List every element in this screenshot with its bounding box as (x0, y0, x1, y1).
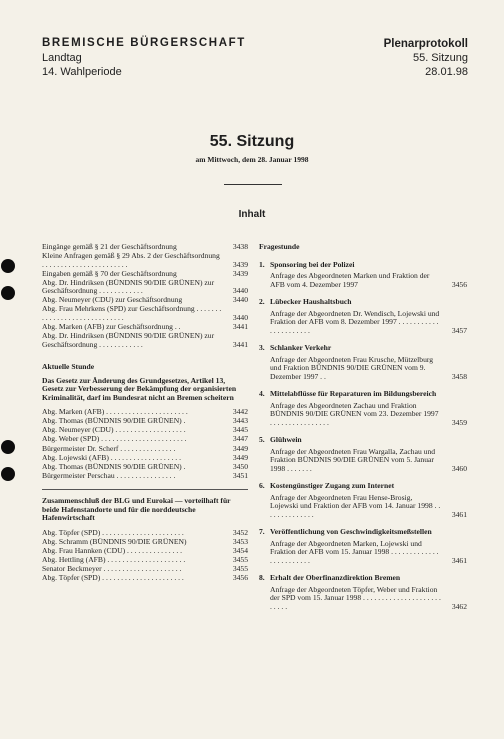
toc-entry-text: Abg. Frau Mehrkens (SPD) zur Geschäftsordnung . . . . . . . . . . . . . . . . . . . . . . . . . . . . . (42, 304, 222, 322)
fragestunde-heading: Fragestunde (259, 242, 300, 251)
org-name: BREMISCHE BÜRGERSCHAFT (42, 37, 246, 49)
toc-entry-text: Abg. Schramm (BÜNDNIS 90/DIE GRÜNEN) (42, 536, 187, 546)
landtag-label: Landtag (42, 52, 82, 64)
question-body (270, 310, 467, 336)
speaker-list (42, 529, 248, 583)
toc-entry-text: Kleine Anfragen gemäß § 29 Abs. 2 der Geschäftsordnung . . . . . . . . . . . . . . . . . . . . . . . (42, 251, 220, 269)
toc-entry-text: Abg. Dr. Hindriksen (BÜNDNIS 90/DIE GRÜNEN) zur Geschäftsordnung . . . . . . . . . . . . (42, 331, 215, 349)
page-subtitle: am Mittwoch, dem 28. Januar 1998 (195, 155, 309, 164)
question-number: 8. (259, 573, 265, 582)
punch-hole (1, 286, 15, 300)
left-column (42, 243, 248, 583)
question-text: Anfrage der Abgeordneten Frau Wargalla, Zachau und Fraktion BÜNDNIS 90/DIE GRÜNEN vom 5. Januar 1998 . . . . . . . (270, 446, 436, 473)
question-text: Anfrage der Abgeordneten Töpfer, Weber und Fraktion der SPD vom 15. Januar 1998 . . . . . . . . . . . . . . . . . . . . . . . . . . (270, 584, 441, 611)
question-text: Anfrage der Abgeordneten Dr. Wendisch, Lojewski und Fraktion der AFB vom 8. Dezember 1997 . . . . . . . . . . . . . . . . . . . . . . (270, 308, 440, 335)
question-title: Veröffentlichung von Geschwindigkeitsmeßstellen (270, 527, 432, 536)
question-number: 4. (259, 389, 265, 398)
aktuelle-stunde-heading: Aktuelle Stunde (42, 362, 95, 372)
toc-entry-text: Senator Beckmeyer . . . . . . . . . . . . . . . . . . . . . (42, 564, 182, 574)
question-title: Mittelabflüsse für Reparaturen im Bildungsbereich (270, 389, 437, 398)
toc-entry-text: Eingänge gemäß § 21 der Geschäftsordnung (42, 242, 177, 251)
question-title: Glühwein (270, 435, 302, 444)
question-item (259, 344, 467, 381)
question-body (270, 402, 467, 428)
page-number: 3443 (232, 416, 248, 426)
toc-entry (42, 305, 248, 322)
toc-entry-text: Eingaben gemäß § 70 der Geschäftsordnung (42, 268, 177, 278)
question-title: Sponsoring bei der Polizei (270, 259, 355, 269)
question-item (259, 436, 467, 473)
question-title: Schlanker Verkehr (270, 343, 332, 352)
question-text: Anfrage der Abgeordneten Frau Hense-Brosig, Lojewski und Fraktion der AFB vom 14. Januar 1998 . . . . . . . . . . . . . . (270, 492, 441, 519)
page-number: 3440 (232, 312, 248, 322)
question-body (270, 586, 467, 612)
question-body (270, 356, 467, 382)
page-number: 3458 (451, 371, 467, 381)
page-number: 3455 (232, 555, 248, 565)
page-number: 3440 (232, 286, 248, 296)
question-number: 3. (259, 343, 265, 352)
punch-hole (1, 259, 15, 273)
page-number: 3461 (451, 555, 467, 565)
page-number: 3445 (232, 425, 248, 435)
page-number: 3440 (232, 295, 248, 305)
page-number: 3441 (232, 322, 248, 332)
question-item (259, 298, 467, 335)
page-number: 3438 (232, 242, 248, 251)
question-number: 7. (259, 527, 265, 536)
question-number: 2. (259, 297, 265, 306)
question-number: 5. (259, 435, 265, 444)
punch-hole (1, 440, 15, 454)
question-text: Anfrage des Abgeordneten Zachau und Fraktion BÜNDNIS 90/DIE GRÜNEN vom 23. Dezember 1997 . . . . . . . . . . . . . . . . (270, 400, 439, 427)
page-number: 3456 (451, 279, 467, 289)
page-number: 3461 (451, 509, 467, 519)
question-title: Kostengünstiger Zugang zum Internet (270, 481, 395, 490)
page-number: 3460 (451, 463, 467, 473)
toc-entry (42, 574, 248, 583)
punch-hole (1, 467, 15, 481)
toc-list (42, 243, 248, 349)
session-date: 28.01.98 (425, 66, 468, 78)
speaker-list (42, 408, 248, 480)
doc-type: Plenarprotokoll (383, 38, 468, 50)
section-divider (42, 489, 248, 490)
toc-entry (42, 463, 248, 472)
page-number: 3442 (232, 407, 248, 417)
toc-entry (42, 454, 248, 463)
toc-entry (42, 445, 248, 454)
question-text: Anfrage der Abgeordneten Marken, Lojewski und Fraktion der AFB vom 15. Januar 1998 . . . . . . . . . . . . . . . . . . . . . . . . (270, 538, 439, 565)
toc-entry (42, 435, 248, 444)
page-number: 3439 (232, 259, 248, 269)
session-label: 55. Sitzung (412, 52, 468, 64)
aktuelle-stunde-topic: Das Gesetz zur Änderung des Grundgesetzes, Artikel 13, Gesetz zur Verbesserung der Bekämpfung der organisierten Kriminalität, darf im Bundesrat nicht an Bremen scheitern (42, 375, 237, 402)
page-number: 3453 (232, 536, 248, 546)
toc-entry-text: Bürgermeister Perschau . . . . . . . . . . . . . . . . (42, 470, 176, 480)
page-number: 3450 (232, 461, 248, 471)
question-item (259, 261, 467, 290)
toc-entry (42, 332, 248, 349)
toc-entry-text: Abg. Töpfer (SPD) . . . . . . . . . . . . . . . . . . . . . . (42, 573, 184, 583)
toc-entry-text: Abg. Hettling (AFB) . . . . . . . . . . . . . . . . . . . . . (42, 555, 186, 565)
right-column (259, 243, 467, 611)
toc-entry-text: Abg. Töpfer (SPD) . . . . . . . . . . . . . . . . . . . . . . (42, 527, 184, 537)
question-body (270, 272, 467, 289)
question-number: 6. (259, 481, 265, 490)
question-text: Anfrage der Abgeordneten Frau Krusche, Mützelburg und Fraktion BÜNDNIS 90/DIE GRÜNEN vom 9. Dezember 1997 . . (270, 354, 434, 381)
zusammenschluss-topic: Zusammenschluß der BLG und Eurokai — vorteilhaft für beide Hafenstandorte und für die norddeutsche Hafenwirtschaft (42, 496, 231, 523)
toc-entry-text: Bürgermeister Dr. Scherf . . . . . . . . . . . . . . . (42, 443, 176, 453)
page-number: 3451 (232, 470, 248, 480)
page-number: 3447 (232, 434, 248, 444)
page-title: 55. Sitzung (209, 133, 295, 150)
toc-entry-text: Abg. Thomas (BÜNDNIS 90/DIE GRÜNEN) . (42, 461, 186, 471)
page-number: 3456 (232, 573, 248, 583)
divider (224, 184, 282, 185)
toc-entry-text: Abg. Dr. Hindriksen (BÜNDNIS 90/DIE GRÜNEN) zur Geschäftsordnung . . . . . . . . . . . . (42, 277, 215, 296)
page-number: 3462 (451, 601, 467, 611)
question-title: Lübecker Haushaltsbuch (270, 297, 352, 306)
page-number: 3459 (451, 417, 467, 427)
question-title: Erhalt der Oberfinanzdirektion Bremen (270, 573, 401, 582)
wahlperiode-label: 14. Wahlperiode (42, 66, 122, 78)
toc-entry-text: Abg. Weber (SPD) . . . . . . . . . . . . . . . . . . . . . . . (42, 434, 187, 444)
toc-entry (42, 279, 248, 296)
question-item (259, 390, 467, 427)
question-item (259, 574, 467, 611)
toc-entry (42, 472, 248, 481)
toc-entry-text: Abg. Neumeyer (CDU) . . . . . . . . . . . . . . . . . . . (42, 425, 186, 435)
toc-entry (42, 270, 248, 279)
question-body (270, 494, 467, 520)
page-number: 3441 (232, 339, 248, 349)
question-body (270, 540, 467, 566)
question-item (259, 528, 467, 565)
page-number: 3457 (451, 325, 467, 335)
toc-entry-text: Abg. Marken (AFB) zur Geschäftsordnung . . (42, 322, 181, 332)
page-number: 3449 (232, 443, 248, 453)
page-number: 3452 (232, 527, 248, 537)
page-number: 3454 (232, 546, 248, 555)
question-number: 1. (259, 259, 265, 269)
toc-entry-text: Abg. Frau Hannken (CDU) . . . . . . . . . . . . . . . (42, 546, 183, 555)
question-text: Anfrage des Abgeordneten Marken und Fraktion der AFB vom 4. Dezember 1997 (270, 271, 430, 289)
toc-entry-text: Abg. Neumeyer (CDU) zur Geschäftsordnung (42, 295, 183, 305)
page-number: 3439 (232, 268, 248, 278)
toc-entry-text: Abg. Lojewski (AFB) . . . . . . . . . . . . . . . . . . . (42, 452, 182, 462)
question-body (270, 448, 467, 474)
question-item (259, 482, 467, 519)
question-list (259, 261, 467, 612)
inhalt-heading: Inhalt (238, 209, 266, 220)
toc-entry-text: Abg. Thomas (BÜNDNIS 90/DIE GRÜNEN) . (42, 416, 186, 426)
toc-entry-text: Abg. Marken (AFB) . . . . . . . . . . . . . . . . . . . . . . (42, 407, 188, 417)
page-number: 3455 (232, 564, 248, 574)
page-number: 3449 (232, 452, 248, 462)
toc-entry (42, 252, 248, 269)
